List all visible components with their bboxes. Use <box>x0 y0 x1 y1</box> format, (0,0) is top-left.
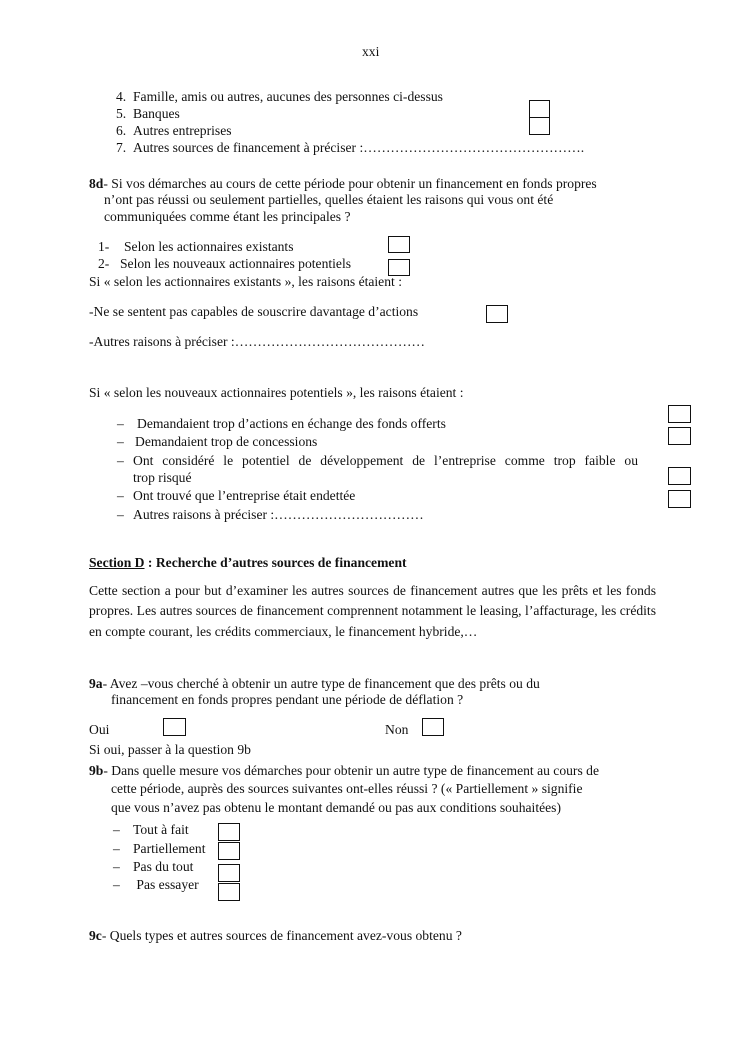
option-label: Selon les actionnaires existants <box>124 239 294 254</box>
checkbox-tout-a-fait[interactable] <box>218 823 240 841</box>
checkbox-yes[interactable] <box>163 718 186 736</box>
question-9a-line <box>89 676 540 692</box>
dash: – <box>117 416 124 431</box>
question-label: 9c <box>89 928 102 943</box>
list-item: Banques <box>133 106 180 121</box>
dash: – <box>117 488 124 503</box>
checkbox-new-reason-3[interactable] <box>668 467 691 485</box>
question-text: financement en fonds propres pendant une période de déflation ? <box>111 692 464 707</box>
existing-reason: -Ne se sentent pas capables de souscrire davantage d’actions <box>89 304 419 319</box>
option-number: 2- <box>98 256 110 271</box>
section-title: : Recherche d’autres sources de financement <box>144 555 407 570</box>
new-reason: Demandaient trop de concessions <box>135 434 318 449</box>
dash: – <box>113 841 120 856</box>
question-text: que vous n’avez pas obtenu le montant demandé ou pas aux conditions souhaitées) <box>111 800 561 815</box>
page-number: xxi <box>362 44 380 59</box>
option-number: 1- <box>98 239 110 254</box>
yes-label: Oui <box>89 722 110 737</box>
question-text: cette période, auprès des sources suivantes ont-elles réussi ? (« Partiellement » signifie <box>111 781 583 796</box>
option-label: Pas du tout <box>133 859 194 874</box>
question-label: 9a <box>89 676 103 691</box>
dash: – <box>117 507 124 522</box>
checkbox-partiellement[interactable] <box>218 842 240 860</box>
question-9b-line <box>89 763 599 779</box>
option-label: Pas essayer <box>133 877 199 892</box>
question-text: communiquées comme étant les principales ? <box>104 209 351 224</box>
list-number: 6. <box>116 123 127 138</box>
checkbox-new-reason-2[interactable] <box>668 427 691 445</box>
option-label: Partiellement <box>133 841 206 856</box>
dash: – <box>113 859 120 874</box>
checkbox-banques[interactable] <box>529 100 550 118</box>
existing-other: -Autres raisons à préciser :…………………………………… <box>89 334 426 349</box>
checkbox-existing-shareholders[interactable] <box>388 236 410 253</box>
skip-note: Si oui, passer à la question 9b <box>89 742 251 757</box>
question-text: - Dans quelle mesure vos démarches pour obtenir un autre type de financement au cours de <box>103 763 599 778</box>
list-item: Famille, amis ou autres, aucunes des personnes ci-dessus <box>133 89 443 104</box>
checkbox-new-reason-1[interactable] <box>668 405 691 423</box>
no-label: Non <box>385 722 409 737</box>
checkbox-existing-reason[interactable] <box>486 305 508 323</box>
list-number: 5. <box>116 106 127 121</box>
question-label: 9b <box>89 763 104 778</box>
new-reason: trop risqué <box>133 470 192 485</box>
option-label: Tout à fait <box>133 822 189 837</box>
question-label: 8d <box>89 176 104 191</box>
checkbox-new-reason-4[interactable] <box>668 490 691 508</box>
section-paragraph: Cette section a pour but d’examiner les autres sources de financement autres que les prêts et les fonds propres. Les autres sources de financement comprennent notamment le leasing, l’affacturage, les crédits en compte courant, les crédits commerciaux, le financement hybride,… <box>89 583 656 639</box>
list-number: 7. <box>116 140 127 155</box>
list-number: 4. <box>116 89 127 104</box>
dash: – <box>117 434 124 449</box>
question-text: - Quels types et autres sources de financement avez-vous obtenu ? <box>101 928 462 943</box>
new-intro: Si « selon les nouveaux actionnaires potentiels », les raisons étaient : <box>89 385 464 400</box>
checkbox-pas-du-tout[interactable] <box>218 864 240 882</box>
new-reason: Ont trouvé que l’entreprise était endettée <box>133 488 356 503</box>
dash: – <box>117 453 124 468</box>
existing-intro: Si « selon les actionnaires existants », les raisons étaient : <box>89 274 402 289</box>
question-9c-line <box>89 928 462 944</box>
checkbox-autres-entreprises[interactable] <box>529 117 550 135</box>
dash: – <box>113 822 120 837</box>
question-text: - Avez –vous cherché à obtenir un autre type de financement que des prêts ou du <box>102 676 540 691</box>
checkbox-no[interactable] <box>422 718 444 736</box>
new-reason: Ont considéré le potentiel de développement de l’entreprise comme trop faible ou <box>133 453 638 468</box>
list-item: Autres sources de financement à préciser :…………………………………………. <box>133 140 585 155</box>
new-reason: Demandaient trop d’actions en échange des fonds offerts <box>137 416 446 431</box>
list-item: Autres entreprises <box>133 123 232 138</box>
option-label-dash: – <box>113 877 120 892</box>
section-heading <box>89 555 407 571</box>
option-label: Selon les nouveaux actionnaires potentiels <box>120 256 352 271</box>
question-text: - Si vos démarches au cours de cette période pour obtenir un financement en fonds propres <box>103 176 597 191</box>
checkbox-pas-essayer[interactable] <box>218 883 240 901</box>
new-reason: Autres raisons à préciser :…………………………… <box>133 507 424 522</box>
question-8d-line <box>89 176 597 192</box>
section-label: Section D <box>89 555 145 570</box>
question-text: n’ont pas réussi ou seulement partielles, quelles étaient les raisons qui vous ont été <box>104 192 554 207</box>
